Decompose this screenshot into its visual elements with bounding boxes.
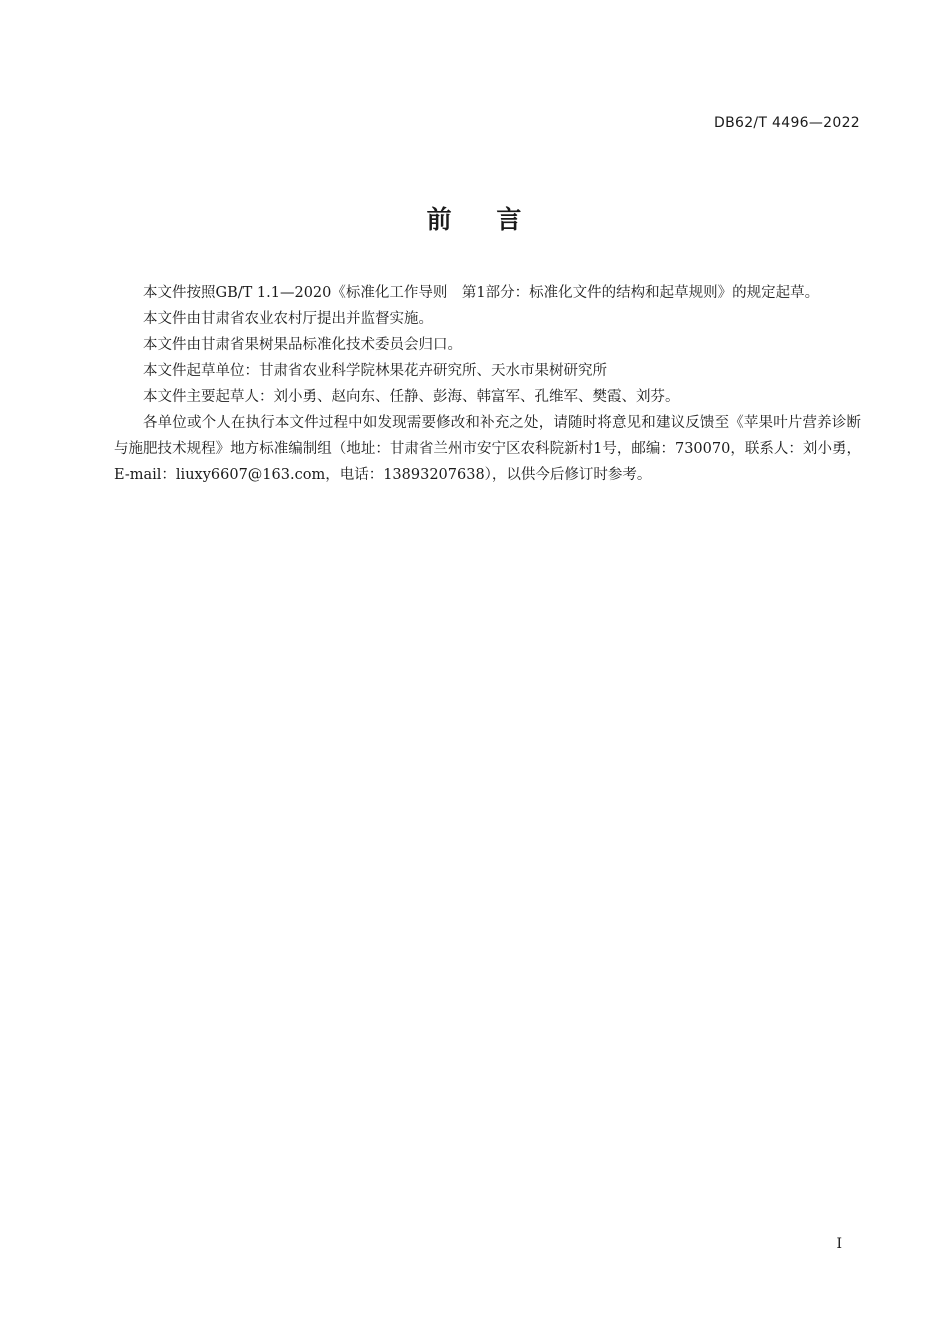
page-title: 前 言	[426, 205, 524, 234]
paragraph-drafting-units: 本文件起草单位：甘肃省农业科学院林果花卉研究所、天水市果树研究所	[143, 363, 607, 379]
document-code: DB62/T 4496—2022	[714, 115, 860, 131]
paragraph-drafters: 本文件主要起草人：刘小勇、赵向东、任静、彭海、韩富军、孔维军、樊霞、刘芬。	[143, 389, 680, 405]
foreword-body	[114, 280, 861, 488]
paragraph-drafting-rules: 本文件按照GB/T 1.1—2020《标准化工作导则 第1部分：标准化文件的结构和起草规则》的规定起草。	[143, 285, 820, 301]
paragraph-committee: 本文件由甘肃省果树果品标准化技术委员会归口。	[143, 337, 462, 353]
paragraph-feedback: 各单位或个人在执行本文件过程中如发现需要修改和补充之处，请随时将意见和建议反馈至《苹果叶片营养诊断与施肥技术规程》地方标准编制组（地址：甘肃省兰州市安宁区农科院新村1号，邮编：730070，联系人：刘小勇，E-mail：liuxy6607@163.com，电话：13893207638），以供今后修订时参考。	[114, 415, 861, 483]
page-number: I	[836, 1236, 842, 1252]
paragraph-proposer: 本文件由甘肃省农业农村厅提出并监督实施。	[143, 311, 433, 327]
